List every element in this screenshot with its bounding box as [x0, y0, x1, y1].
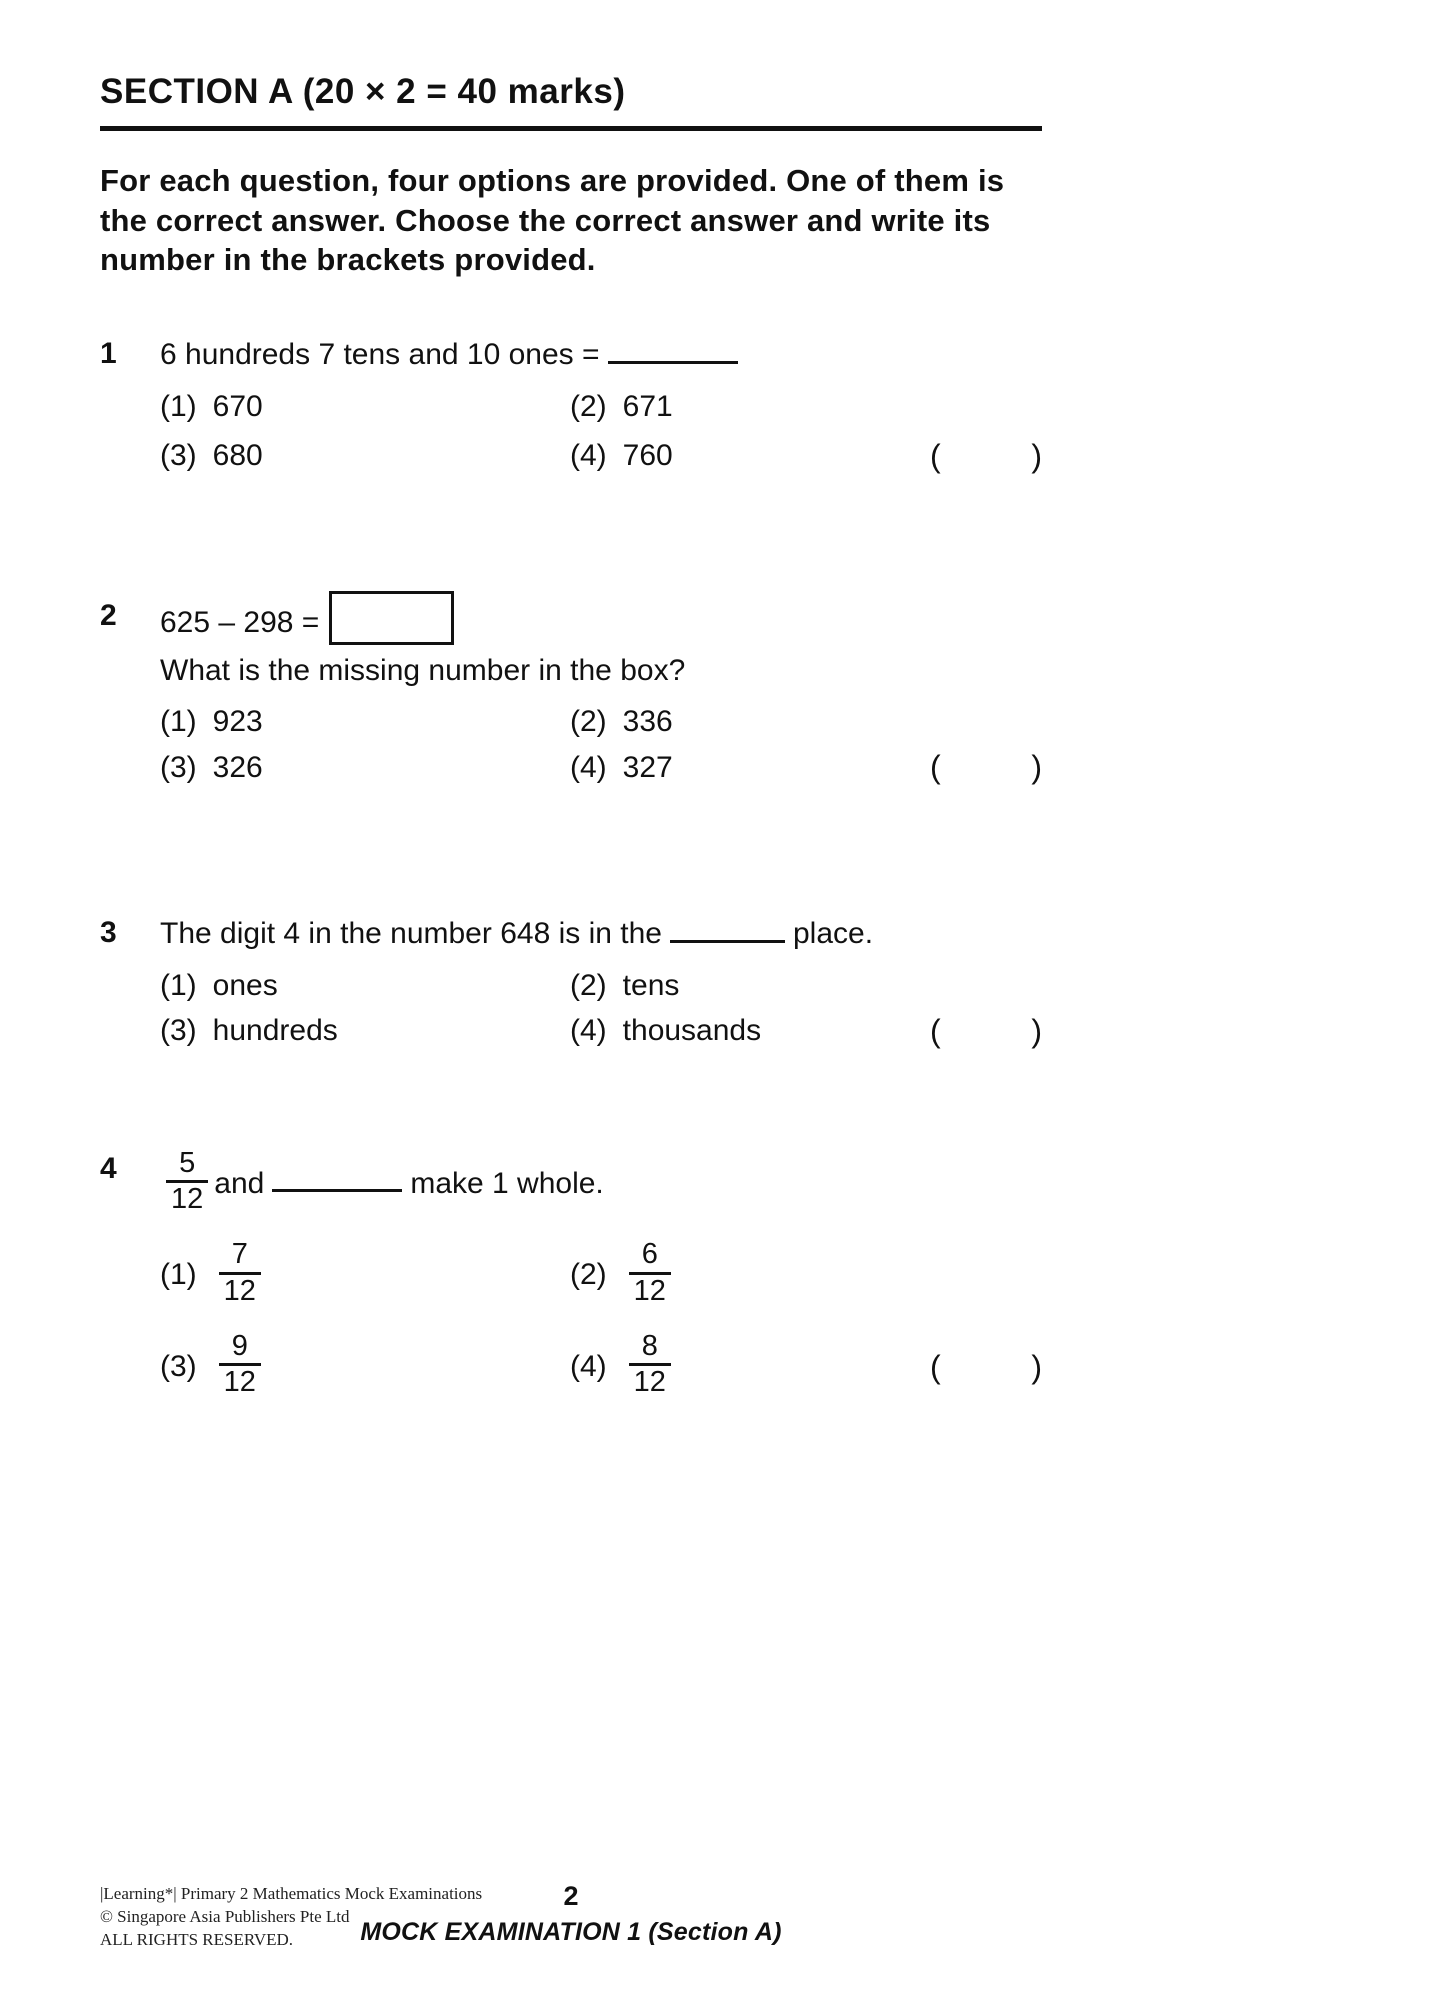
question-4-option-1: (1) $\frac{7}{12}$	[160, 1241, 570, 1311]
question-1-option-1: (1) 670	[160, 389, 263, 423]
question-2-option-4: (4) 327	[570, 750, 673, 784]
question-1-options	[160, 390, 1042, 475]
imprint-line-2: © Singapore Asia Publishers Pte Ltd	[100, 1906, 350, 1926]
question-2-body	[160, 597, 1042, 787]
question-4-options	[160, 1238, 1042, 1402]
question-3-stem: The digit 4 in the number 648 is in the	[160, 917, 662, 951]
exam-label: MOCK EXAMINATION 1 (Section A)	[360, 1918, 782, 1946]
question-2-equation: 625 – 298 =	[160, 605, 320, 639]
option-row	[160, 749, 1042, 786]
question-3-body	[160, 914, 1042, 1050]
question-4-body	[160, 1146, 1042, 1403]
question-2-number: 2	[100, 598, 117, 632]
question-4	[100, 1146, 1042, 1403]
bracket-open: (	[930, 1012, 941, 1049]
option-row	[160, 1238, 1042, 1311]
question-3-option-2: (2) tens	[570, 968, 680, 1002]
question-2-answer-brackets	[930, 749, 1042, 786]
question-1-text	[160, 335, 1042, 376]
instructions-text: For each question, four options are provided. One of them is the correct answer. Choose the correct answer and write its number in the brackets provided.	[100, 163, 1005, 278]
question-2-option-2: (2) 336	[570, 705, 673, 739]
bracket-close: )	[1031, 749, 1042, 786]
question-2-option-3: (3) 326	[160, 750, 263, 784]
question-3-options	[160, 969, 1042, 1050]
option-fraction: $\frac{6}{12}$	[629, 1238, 671, 1308]
footer-center	[100, 1881, 1042, 1947]
question-3-option-1: (1) ones	[160, 968, 278, 1002]
option-row	[160, 969, 1042, 1003]
question-4-option-2: (2) $\frac{6}{12}$	[570, 1241, 930, 1311]
question-3-answer-blank	[670, 918, 785, 944]
question-3-answer-brackets	[930, 1013, 1042, 1050]
option-row	[160, 438, 1042, 475]
question-3-option-3: (3) hundreds	[160, 1014, 338, 1048]
page-content	[100, 0, 1042, 1403]
question-3-option-4: (4) thousands	[570, 1014, 762, 1048]
question-4-text	[160, 1146, 1042, 1220]
question-4-stem-end: make 1 whole.	[410, 1166, 604, 1200]
page-number: 2	[563, 1881, 579, 1911]
question-1-body	[160, 335, 1042, 475]
question-1	[100, 335, 1042, 475]
question-1-option-3: (3) 680	[160, 439, 263, 473]
question-1-number: 1	[100, 337, 117, 371]
bracket-open: (	[930, 749, 941, 786]
bracket-close: )	[1031, 437, 1042, 474]
question-4-option-4: (4) $\frac{8}{12}$	[570, 1333, 930, 1403]
question-2-equation-line	[160, 597, 1042, 651]
question-1-stem: 6 hundreds 7 tens and 10 ones =	[160, 338, 600, 372]
question-4-number: 4	[100, 1151, 117, 1185]
question-4-answer-blank	[272, 1167, 402, 1193]
question-2-option-1: (1) 923	[160, 705, 263, 739]
question-4-stem-mid: and	[214, 1166, 265, 1200]
question-3-number: 3	[100, 916, 117, 950]
question-4-fraction: $\frac{5}{12}$	[166, 1147, 208, 1217]
option-row	[160, 1329, 1042, 1403]
option-fraction: $\frac{8}{12}$	[629, 1330, 671, 1400]
question-3-text	[160, 914, 1042, 955]
section-title: SECTION A (20 × 2 = 40 marks)	[100, 72, 1042, 131]
page-footer	[100, 1881, 1042, 1959]
option-fraction: $\frac{7}{12}$	[219, 1238, 261, 1308]
question-4-answer-brackets	[930, 1349, 1042, 1386]
option-row	[160, 390, 1042, 424]
question-2-answer-box	[329, 591, 454, 645]
question-1-answer-brackets	[930, 438, 1042, 475]
option-fraction: $\frac{9}{12}$	[219, 1330, 261, 1400]
bracket-close: )	[1031, 1349, 1042, 1386]
bracket-open: (	[930, 1349, 941, 1386]
question-3-stem-end: place.	[792, 917, 874, 951]
question-1-option-2: (2) 671	[570, 389, 673, 423]
question-2-text: What is the missing number in the box?	[160, 653, 686, 687]
question-2	[100, 597, 1042, 787]
option-row	[160, 1013, 1042, 1050]
imprint-line-3: ALL RIGHTS RESERVED.	[100, 1929, 294, 1949]
question-1-option-4: (4) 760	[570, 439, 673, 473]
option-row	[160, 705, 1042, 739]
bracket-close: )	[1031, 1012, 1042, 1049]
question-2-options	[160, 705, 1042, 786]
bracket-open: (	[930, 437, 941, 474]
question-1-answer-blank	[608, 339, 738, 365]
imprint-line-1: |Learning*| Primary 2 Mathematics Mock Examinations	[100, 1884, 483, 1903]
question-3	[100, 914, 1042, 1050]
question-4-option-3: (3) $\frac{9}{12}$	[160, 1333, 570, 1403]
